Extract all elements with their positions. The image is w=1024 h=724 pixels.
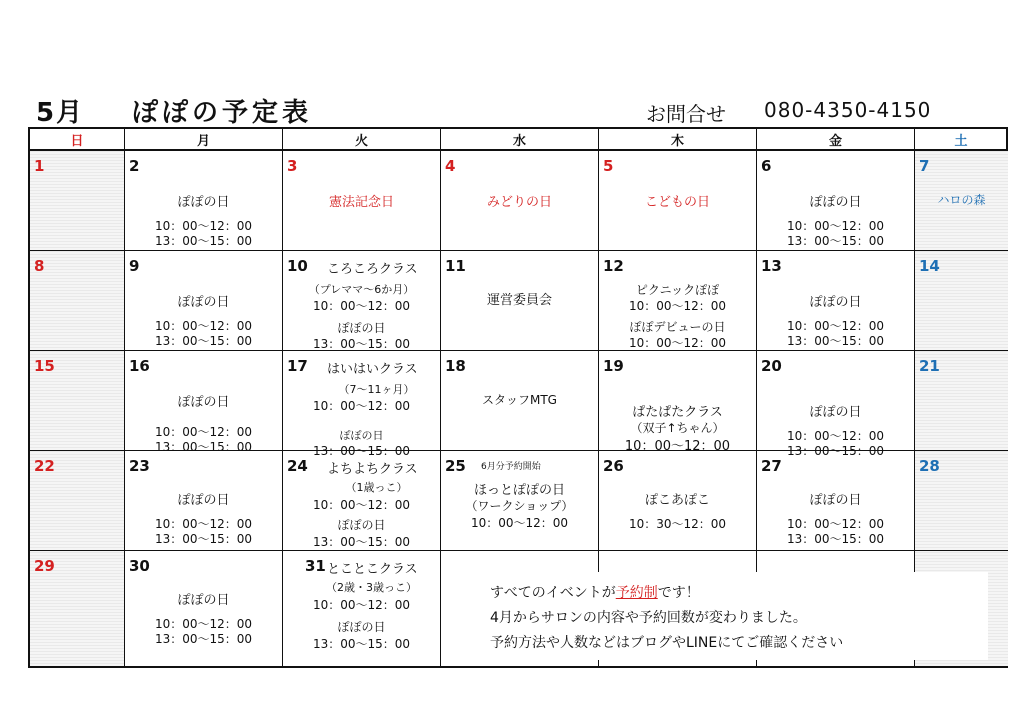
event-time: 10：00～12：00 <box>154 219 253 233</box>
event-time: 10：00～12：00 <box>470 516 569 530</box>
event-time: 10：30～12：00 <box>628 517 727 531</box>
day-cell <box>441 151 599 251</box>
day-cell <box>441 251 599 351</box>
reserve-open-label: 6月分予約開始 <box>481 462 541 472</box>
holiday-label: みどりの日 <box>486 195 552 210</box>
day-cell <box>283 551 441 666</box>
weekday-thu: 木 <box>599 129 757 151</box>
event-time: 10：00～12：00 <box>312 399 411 413</box>
event-time: 10：00～12：00 <box>786 219 885 233</box>
day-number: 12 <box>603 257 624 275</box>
day-number: 20 <box>761 357 782 375</box>
event-time: 10：00～12：00 <box>624 439 731 454</box>
day-number: 22 <box>34 457 55 475</box>
event-label: ぽぽの日 <box>339 429 384 442</box>
event-label: ころころクラス <box>327 262 418 277</box>
day-number: 14 <box>919 257 940 275</box>
event-label: ぽぽの日 <box>337 518 386 532</box>
day-cell <box>30 251 125 351</box>
event-label: ぽぽの日 <box>177 493 230 508</box>
page-header <box>28 92 1008 128</box>
day-cell <box>915 151 1008 251</box>
notice-box <box>470 572 988 660</box>
event-time: 13：00～15：00 <box>312 444 411 458</box>
day-number: 25 <box>445 457 466 475</box>
event-label: よちよちクラス <box>327 462 418 477</box>
weekday-fri: 金 <box>757 129 915 151</box>
event-time: 10：00～12：00 <box>628 336 727 350</box>
day-number: 19 <box>603 357 624 375</box>
event-label: ぽこあぽこ <box>644 493 710 508</box>
day-number: 4 <box>445 157 456 175</box>
day-number: 13 <box>761 257 782 275</box>
weekday-mon: 月 <box>125 129 283 151</box>
event-label: 運営委員会 <box>486 293 552 308</box>
event-time: 10：00～12：00 <box>312 299 411 313</box>
event-sub: （ワークショップ） <box>465 499 574 513</box>
event-time: 10：00～12：00 <box>628 299 727 313</box>
day-cell <box>599 151 757 251</box>
day-cell <box>125 251 283 351</box>
day-number: 15 <box>34 357 55 375</box>
event-age: （双子↑ちゃん） <box>630 421 725 435</box>
notice-line-3: 予約方法や人数などはブログやLINEにてご確認ください <box>490 635 844 651</box>
event-label: はいはいクラス <box>327 362 418 377</box>
day-number: 8 <box>34 257 45 275</box>
day-cell <box>283 251 441 351</box>
event-time: 10：00～12：00 <box>154 425 253 439</box>
day-cell <box>125 551 283 666</box>
event-label: ぽぽの日 <box>809 493 862 508</box>
notice-line-1-pre: すべてのイベントが <box>490 585 616 601</box>
day-cell <box>30 151 125 251</box>
day-number: 29 <box>34 557 55 575</box>
phone-number: 080-4350-4150 <box>764 98 932 122</box>
day-number: 16 <box>129 357 150 375</box>
notice-line-1-post: です！ <box>657 585 700 601</box>
month-label: 5月 <box>36 98 85 128</box>
event-label: ぽぽデビューの日 <box>629 320 726 334</box>
day-number: 6 <box>761 157 772 175</box>
event-age: （2歳・3歳っこ） <box>326 581 417 594</box>
notice-highlight: 予約制 <box>615 585 658 601</box>
day-cell <box>441 451 599 551</box>
day-cell <box>125 351 283 454</box>
day-cell <box>599 351 757 454</box>
day-number: 26 <box>603 457 624 475</box>
event-label: ピクニックぽぽ <box>635 283 720 297</box>
holiday-label: こどもの日 <box>644 195 710 210</box>
event-age: （プレママ～6か月） <box>308 283 415 296</box>
event-time: 10：00～12：00 <box>786 319 885 333</box>
day-cell <box>283 351 441 458</box>
day-number: 10 <box>287 257 308 275</box>
day-number: 24 <box>287 457 308 475</box>
day-number: 2 <box>129 157 140 175</box>
event-label: ぽぽの日 <box>337 321 386 335</box>
event-time: 13：00～15：00 <box>786 532 885 546</box>
event-label: ぽぽの日 <box>177 395 230 410</box>
event-time: 13：00～15：00 <box>154 440 253 454</box>
event-time: 13：00～15：00 <box>154 334 253 348</box>
holiday-label: 憲法記念日 <box>328 195 394 210</box>
event-label: ぱたぱたクラス <box>632 405 723 420</box>
day-cell <box>283 151 441 251</box>
day-number: 17 <box>287 357 308 375</box>
day-number: 3 <box>287 157 298 175</box>
event-label: ぽぽの日 <box>177 593 230 608</box>
event-time: 13：00～15：00 <box>786 444 885 458</box>
event-label: ぽぽの日 <box>809 405 862 420</box>
event-time: 10：00～12：00 <box>312 498 411 512</box>
day-number: 1 <box>34 157 45 175</box>
event-time: 13：00～15：00 <box>154 632 253 646</box>
day-cell <box>30 551 125 666</box>
event-time: 10：00～12：00 <box>154 617 253 631</box>
event-time: 13：00～15：00 <box>312 337 411 351</box>
day-cell <box>757 151 915 251</box>
day-number: 27 <box>761 457 782 475</box>
event-label: ほっとぽぽの日 <box>473 483 565 498</box>
contact-label: お問合せ <box>646 102 726 126</box>
day-cell <box>915 251 1008 351</box>
day-cell <box>915 351 1008 451</box>
day-cell <box>30 451 125 551</box>
day-number: 31 <box>305 557 326 575</box>
weekday-tue: 火 <box>283 129 441 151</box>
day-cell <box>30 351 125 451</box>
day-cell <box>125 151 283 251</box>
day-number: 5 <box>603 157 614 175</box>
event-label: ぽぽの日 <box>337 620 386 634</box>
day-number: 18 <box>445 357 466 375</box>
event-label: ぽぽの日 <box>177 195 230 210</box>
weekday-sun: 日 <box>30 129 125 151</box>
day-number: 21 <box>919 357 940 375</box>
day-cell <box>599 451 757 551</box>
event-label: スタッフMTG <box>482 393 557 407</box>
day-number: 11 <box>445 257 466 275</box>
event-label: ハロの森 <box>937 193 986 207</box>
event-label: とことこクラス <box>327 562 418 577</box>
day-number: 23 <box>129 457 150 475</box>
day-number: 30 <box>129 557 150 575</box>
event-label: ぽぽの日 <box>177 295 230 310</box>
event-label: ぽぽの日 <box>809 195 862 210</box>
day-cell <box>283 451 441 551</box>
page-title: ぽぽの予定表 <box>132 98 313 128</box>
day-number: 7 <box>919 157 930 175</box>
event-time: 13：00～15：00 <box>786 234 885 248</box>
day-number: 9 <box>129 257 140 275</box>
day-number: 28 <box>919 457 940 475</box>
event-time: 10：00～12：00 <box>786 429 885 443</box>
weekday-sat: 土 <box>915 129 1008 151</box>
event-age: （7～11ヶ月） <box>338 383 415 396</box>
event-time: 10：00～12：00 <box>786 517 885 531</box>
event-age: （1歳っこ） <box>345 481 408 494</box>
event-time: 13：00～15：00 <box>154 532 253 546</box>
event-label: ぽぽの日 <box>809 295 862 310</box>
event-time: 13：00～15：00 <box>312 535 411 549</box>
day-cell <box>757 451 915 551</box>
event-time: 10：00～12：00 <box>154 319 253 333</box>
day-cell <box>757 351 915 458</box>
notice-line-1 <box>490 582 700 602</box>
event-time: 10：00～12：00 <box>312 598 411 612</box>
day-cell <box>915 451 1008 551</box>
day-cell <box>125 451 283 551</box>
day-cell <box>441 351 599 451</box>
day-cell <box>599 251 757 351</box>
event-time: 13：00～15：00 <box>786 334 885 348</box>
notice-line-2: 4月からサロンの内容や予約回数が変わりました。 <box>490 610 807 626</box>
event-time: 10：00～12：00 <box>154 517 253 531</box>
weekday-wed: 水 <box>441 129 599 151</box>
event-time: 13：00～15：00 <box>154 234 253 248</box>
day-cell <box>757 251 915 351</box>
event-time: 13：00～15：00 <box>312 637 411 651</box>
